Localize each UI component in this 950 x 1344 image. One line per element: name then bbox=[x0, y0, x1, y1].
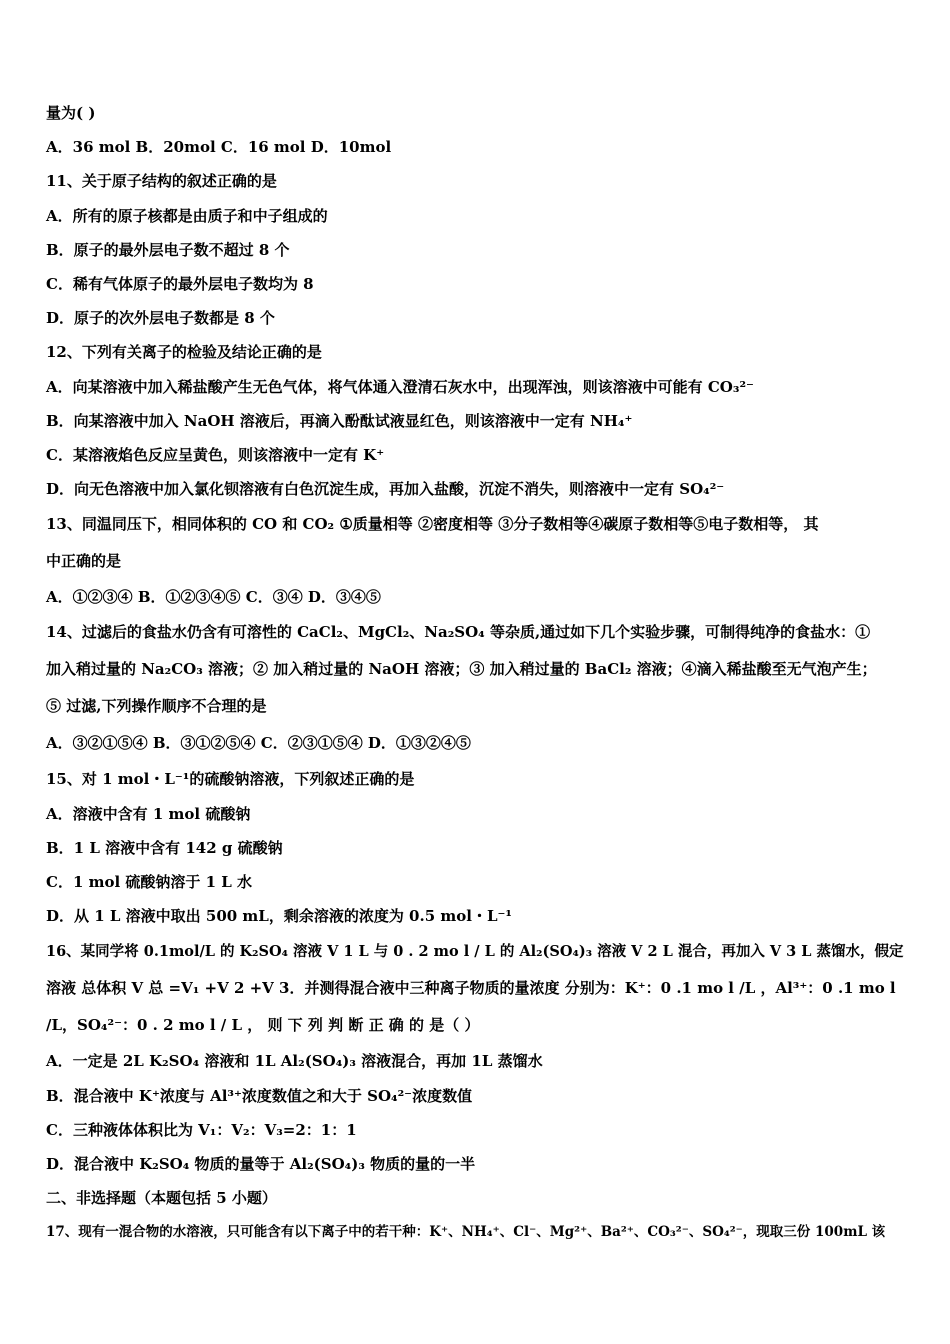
question-17: 17、现有一混合物的水溶液，只可能含有以下离子中的若干种：K⁺、NH₄⁺、Cl⁻、Mg²⁺、Ba²⁺、CO₃²⁻、SO₄²⁻，现取三份 100mL 该 bbox=[46, 1224, 886, 1241]
option-a: A．向某溶液中加入稀盐酸产生无色气体，将气体通入澄清石灰水中，出现浑浊，则该溶液中可能有 CO₃²⁻ bbox=[46, 377, 754, 396]
text-line: /L，SO₄²⁻：0 . 2 mo l / L ， 则 下 列 判 断 正 确 的 是（ ） bbox=[46, 1016, 480, 1035]
text-line: 加入稍过量的 Na₂CO₃ 溶液；② 加入稍过量的 NaOH 溶液；③ 加入稍过量的 BaCl₂ 溶液；④滴入稀盐酸至无气泡产生； bbox=[46, 660, 877, 679]
question-16: 16、某同学将 0.1mol/L 的 K₂SO₄ 溶液 V 1 L 与 0 . 2 mo l / L 的 Al₂(SO₄)₃ 溶液 V 2 L 混合，再加入 V 3 L 蒸馏水，假定 bbox=[46, 943, 904, 961]
text-line: 中正确的是 bbox=[46, 552, 122, 571]
option-b: B．1 L 溶液中含有 142 g 硫酸钠 bbox=[46, 838, 283, 857]
text-line: A．36 mol B．20mol C．16 mol D．10mol bbox=[46, 138, 392, 157]
section-heading: 二、非选择题（本题包括 5 小题） bbox=[46, 1189, 277, 1208]
question-14: 14、过滤后的食盐水仍含有可溶性的 CaCl₂、MgCl₂、Na₂SO₄ 等杂质,通过如下几个实验步骤，可制得纯净的食盐水：① bbox=[46, 623, 871, 642]
question-11: 11、关于原子结构的叙述正确的是 bbox=[46, 172, 277, 191]
option-b: B．原子的最外层电子数不超过 8 个 bbox=[46, 240, 290, 259]
question-13: 13、同温同压下，相同体积的 CO 和 CO₂ ①质量相等 ②密度相等 ③分子数相等④碳原子数相等⑤电子数相等， 其 bbox=[46, 515, 819, 534]
option-b: B．混合液中 K⁺浓度与 Al³⁺浓度数值之和大于 SO₄²⁻浓度数值 bbox=[46, 1086, 473, 1105]
text-line: 量为( ) bbox=[46, 104, 96, 122]
text-line: 溶液 总体积 V 总 =V₁ +V 2 +V 3．并测得混合液中三种离子物质的量浓度 分别为：K⁺：0 .1 mo l /L ，Al³⁺：0 .1 mo l bbox=[46, 979, 896, 998]
options-13: A．①②③④ B．①②③④⑤ C．③④ D．③④⑤ bbox=[46, 588, 381, 607]
text-line: ⑤ 过滤,下列操作顺序不合理的是 bbox=[46, 697, 267, 716]
option-a: A．溶液中含有 1 mol 硫酸钠 bbox=[46, 804, 251, 823]
option-c: C．1 mol 硫酸钠溶于 1 L 水 bbox=[46, 873, 253, 891]
option-d: D．向无色溶液中加入氯化钡溶液有白色沉淀生成，再加入盐酸，沉淀不消失，则溶液中一定有 SO₄²⁻ bbox=[46, 480, 725, 499]
options-14: A．③②①⑤④ B．③①②⑤④ C．②③①⑤④ D．①③②④⑤ bbox=[46, 734, 471, 753]
option-c: C．稀有气体原子的最外层电子数均为 8 bbox=[46, 274, 314, 293]
question-12: 12、下列有关离子的检验及结论正确的是 bbox=[46, 343, 322, 362]
option-c: C．三种液体体积比为 V₁：V₂：V₃=2：1：1 bbox=[46, 1120, 357, 1139]
option-d: D．从 1 L 溶液中取出 500 mL，剩余溶液的浓度为 0.5 mol・L⁻¹ bbox=[46, 907, 512, 926]
document-page bbox=[46, 96, 908, 1250]
option-c: C．某溶液焰色反应呈黄色，则该溶液中一定有 K⁺ bbox=[46, 445, 385, 464]
option-d: D．原子的次外层电子数都是 8 个 bbox=[46, 309, 275, 328]
option-a: A．一定是 2L K₂SO₄ 溶液和 1L Al₂(SO₄)₃ 溶液混合，再加 1L 蒸馏水 bbox=[46, 1052, 543, 1071]
option-d: D．混合液中 K₂SO₄ 物质的量等于 Al₂(SO₄)₃ 物质的量的一半 bbox=[46, 1154, 476, 1173]
option-a: A．所有的原子核都是由质子和中子组成的 bbox=[46, 206, 328, 225]
option-b: B．向某溶液中加入 NaOH 溶液后，再滴入酚酞试液显红色，则该溶液中一定有 NH₄⁺ bbox=[46, 411, 633, 430]
question-15: 15、对 1 mol・L⁻¹的硫酸钠溶液，下列叙述正确的是 bbox=[46, 770, 415, 789]
